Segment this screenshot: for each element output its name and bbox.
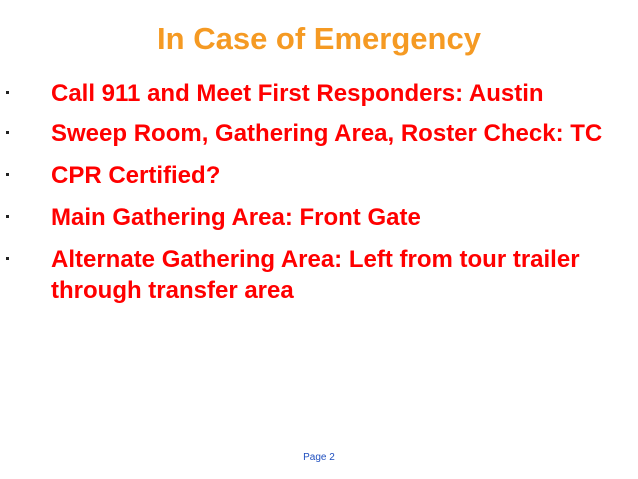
bullet-item [0, 160, 638, 191]
bullet-text: Sweep Room, Gathering Area, Roster Check: TC [51, 120, 603, 147]
bullet-item [0, 244, 638, 306]
bullet-marker-icon [6, 173, 9, 176]
slide-title: In Case of Emergency [157, 21, 481, 56]
bullet-item [0, 118, 638, 149]
page-number: Page 2 [303, 452, 335, 463]
bullet-marker-icon [6, 257, 9, 260]
bullet-text: Call 911 and Meet First Responders: Austin [51, 80, 544, 107]
bullet-marker-icon [6, 91, 9, 94]
bullet-text: Main Gathering Area: Front Gate [51, 204, 421, 231]
bullet-text: Alternate Gathering Area: Left from tour trailer through transfer area [51, 246, 580, 304]
bullet-item [0, 78, 638, 109]
bullet-text: CPR Certified? [51, 162, 221, 189]
bullet-item [0, 202, 638, 233]
bullet-marker-icon [6, 215, 9, 218]
bullet-marker-icon [6, 131, 9, 134]
bullet-list [0, 78, 638, 306]
